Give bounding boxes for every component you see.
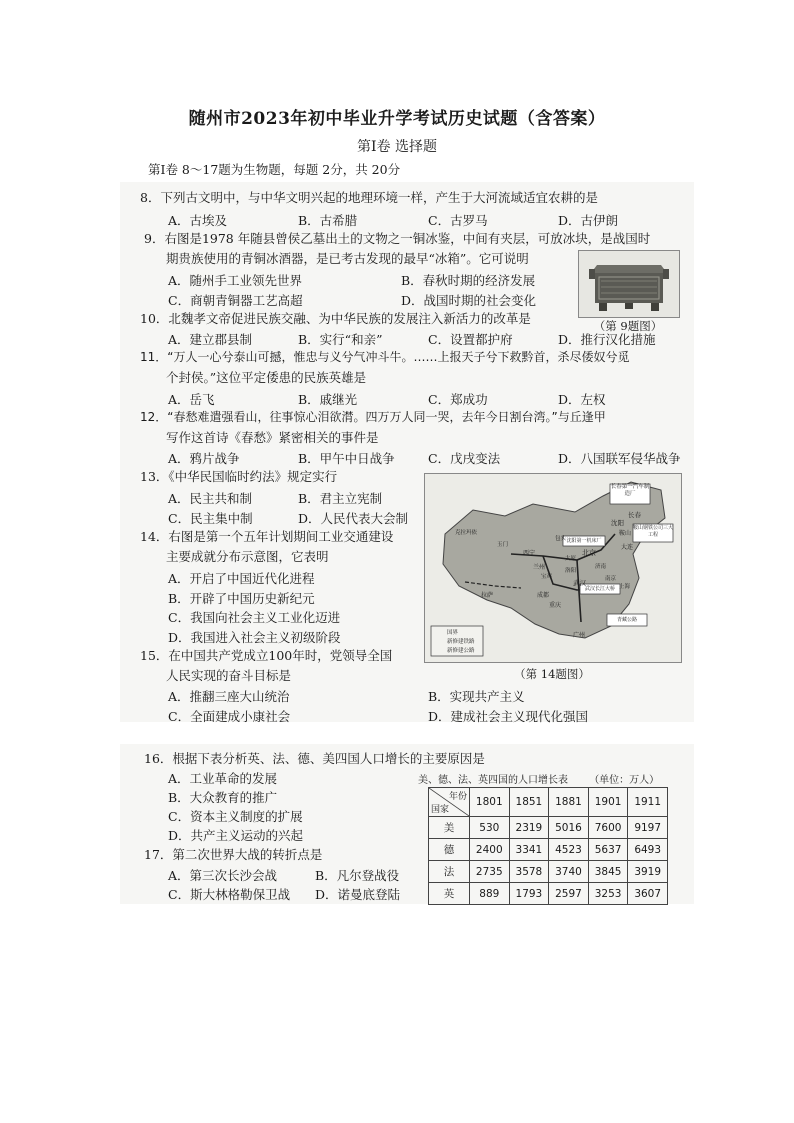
- question-11-stem-line1: 11．“万人一心兮泰山可撼，惟忠与义兮气冲斗牛。……上报天子兮下救黔首，杀尽倭奴兮觅: [140, 350, 630, 364]
- map-city-shenyang: 沈阳: [611, 519, 624, 527]
- table-corner-country: 国家: [431, 805, 450, 815]
- table-cell: 4523: [549, 839, 589, 861]
- table-cell: 2400: [470, 839, 510, 861]
- question-9-option-c: C．商朝青铜器工艺高超: [168, 293, 303, 308]
- question-10-option-a: A．建立郡县制: [168, 332, 253, 347]
- question-11-option-d: D．左权: [558, 392, 606, 407]
- question-17-stem: 17．第二次世界大战的转折点是: [144, 847, 323, 862]
- question-15-option-b: B．实现共产主义: [428, 689, 525, 704]
- question-17-option-a: A．第三次长沙会战: [168, 868, 278, 883]
- table-header-year: 1881: [549, 788, 589, 817]
- table-cell: 2597: [549, 883, 589, 905]
- table-cell: 3253: [588, 883, 628, 905]
- question-15-option-d: D．建成社会主义现代化强国: [428, 709, 589, 724]
- map-city-karamay: 克拉玛依: [455, 530, 478, 536]
- table-cell: 3578: [509, 861, 549, 883]
- page-title: 随州市2023年初中毕业升学考试历史试题（含答案）: [188, 109, 606, 129]
- question-14-option-b: B．开辟了中国历史新纪元: [168, 591, 315, 606]
- table-cell: 3341: [509, 839, 549, 861]
- table-cell: 889: [470, 883, 510, 905]
- table-cell: 3919: [628, 861, 668, 883]
- question-15-stem-line2: 人民实现的奋斗目标是: [166, 668, 292, 683]
- question-16-option-a: A．工业革命的发展: [168, 771, 278, 786]
- table-cell: 2735: [470, 861, 510, 883]
- question-8-option-c: C．古罗马: [428, 213, 488, 228]
- question-11-stem-line2: 个封侯。”这位平定倭患的民族英雄是: [166, 370, 367, 385]
- map-legend-border: 国界: [447, 630, 459, 636]
- map-legend-highway: 新修建公路: [447, 648, 475, 654]
- first-five-year-plan-map: [424, 473, 682, 663]
- section-note: 第Ⅰ卷 8～17题为生物题，每题 2分，共 20分: [148, 162, 401, 177]
- map-callout-qinghai-tibet-road: 青藏公路: [616, 617, 637, 623]
- question-15-stem-line1: 15．在中国共产党成立100年时，党领导全国: [140, 648, 393, 663]
- question-14-option-d: D．我国进入社会主义初级阶段: [168, 630, 341, 645]
- map-city-lanzhou: 兰州: [533, 564, 546, 571]
- question-9-option-b: B．春秋时期的经济发展: [401, 273, 536, 288]
- question-9-stem-line1: 9．右图是1978 年随县曾侯乙墓出土的文物之一铜冰鉴，中间有夹层，可放冰块，是战国时: [144, 231, 651, 246]
- map-city-xining: 西宁: [523, 550, 536, 557]
- figure-9-caption: （第 9题图）: [593, 319, 663, 333]
- map-city-yumen: 玉门: [497, 542, 509, 548]
- bronze-vessel-icon: [579, 251, 679, 317]
- table-country-cell: 英: [429, 883, 470, 905]
- table-cell: 6493: [628, 839, 668, 861]
- table-cell: 3845: [588, 861, 628, 883]
- question-10-option-d: D．推行汉化措施: [558, 332, 656, 347]
- question-17-option-d: D．诺曼底登陆: [315, 887, 401, 902]
- question-16-stem: 16．根据下表分析英、法、德、美四国人口增长的主要原因是: [144, 751, 485, 766]
- table-title-text: 美、德、法、英四国的人口增长表: [418, 775, 568, 786]
- question-11-option-c: C．郑成功: [428, 392, 488, 407]
- question-8-option-b: B．古希腊: [298, 213, 358, 228]
- table-country-cell: 法: [429, 861, 470, 883]
- bronze-ice-vessel-image: [578, 250, 680, 318]
- figure-14-caption: （第 14题图）: [514, 667, 590, 681]
- question-9-option-a: A．随州手工业领先世界: [168, 273, 303, 288]
- question-14-stem-line1: 14．右图是第一个五年计划期间工业交通建设: [140, 529, 394, 544]
- question-13-option-a: A．民主共和制: [168, 491, 253, 506]
- question-12-stem-line2: 写作这首诗《春愁》紧密相关的事件是: [166, 430, 379, 445]
- table-header-year: 1911: [628, 788, 668, 817]
- table-row: [429, 861, 668, 883]
- table-cell: 3607: [628, 883, 668, 905]
- question-13-option-b: B．君主立宪制: [298, 491, 383, 506]
- table-title: [418, 771, 659, 786]
- question-14-option-c: C．我国向社会主义工业化迈进: [168, 610, 341, 625]
- map-city-nanjing: 南京: [605, 576, 617, 582]
- map-city-taiyuan: 太原: [565, 556, 577, 562]
- map-city-shanghai: 上海: [619, 584, 631, 590]
- map-city-anshan: 鞍山: [619, 530, 632, 537]
- question-9-stem-line2: 期贵族使用的青铜冰酒器，是已考古发现的最早“冰箱”。它可说明: [166, 251, 529, 266]
- question-17-option-b: B．凡尔登战役: [315, 868, 400, 883]
- table-header-year: 1851: [509, 788, 549, 817]
- china-map-icon: [425, 474, 681, 662]
- map-city-changchun: 长春: [628, 511, 641, 519]
- question-10-stem: 10．北魏孝文帝促进民族交融、为中华民族的发展注入新活力的改革是: [140, 311, 531, 326]
- table-unit: （单位：万人）: [589, 775, 660, 786]
- map-city-chengdu: 成都: [537, 592, 550, 599]
- table-country-cell: 美: [429, 817, 470, 839]
- map-callout-changchun-auto: 长春第一汽车制造厂: [610, 484, 650, 497]
- table-cell: 3740: [549, 861, 589, 883]
- map-city-luoyang: 洛阳: [565, 568, 577, 574]
- question-14-option-a: A．开启了中国近代化进程: [168, 571, 315, 586]
- question-8-stem: 8．下列古文明中，与中华文明兴起的地理环境一样，产生于大河流域适宜农耕的是: [140, 190, 598, 205]
- map-city-guangzhou: 广州: [573, 632, 586, 639]
- question-16-option-c: C．资本主义制度的扩展: [168, 809, 303, 824]
- map-city-wuhan: 武汉: [573, 579, 586, 587]
- question-11-option-b: B．戚继光: [298, 392, 358, 407]
- question-9-option-d: D．战国时期的社会变化: [401, 293, 537, 308]
- table-corner-year: 年份: [448, 792, 467, 802]
- question-8-option-d: D．古伊朗: [558, 213, 619, 228]
- map-city-jinan: 济南: [595, 564, 607, 570]
- question-11-option-a: A．岳飞: [168, 392, 215, 407]
- map-legend-railway: 新修建铁路: [447, 639, 475, 645]
- question-17-option-c: C．斯大林格勒保卫战: [168, 887, 291, 902]
- map-city-lhasa: 拉萨: [481, 592, 494, 599]
- table-cell: 1793: [509, 883, 549, 905]
- table-header-year: 1801: [470, 788, 510, 817]
- map-city-dalian: 大连: [621, 544, 634, 551]
- question-10-option-b: B．实行“和亲”: [298, 332, 383, 347]
- table-row: [429, 839, 668, 861]
- question-15-option-c: C．全面建成小康社会: [168, 709, 291, 724]
- question-10-option-c: C．设置都护府: [428, 332, 513, 347]
- map-callout-shenyang-machine: 沈阳第一机床厂: [566, 538, 602, 544]
- population-table: [428, 787, 668, 905]
- question-16-option-d: D．共产主义运动的兴起: [168, 828, 304, 843]
- map-city-baoji: 宝鸡: [541, 574, 553, 580]
- map-callout-anshan-steel: 鞍山钢铁公司三大工程: [633, 525, 674, 538]
- table-cell: 5016: [549, 817, 589, 839]
- map-city-chongqing: 重庆: [549, 602, 562, 609]
- table-cell: 7600: [588, 817, 628, 839]
- table-corner-cell: [429, 788, 470, 817]
- section-title: 第Ⅰ卷 选择题: [357, 139, 437, 155]
- table-header-row: [429, 788, 668, 817]
- question-8-option-a: A．古埃及: [168, 213, 228, 228]
- question-15-option-a: A．推翻三座大山统治: [168, 689, 290, 704]
- map-callout-wuhan-bridge: 武汉长江大桥: [584, 586, 615, 592]
- question-13-stem: 13．《中华民国临时约法》规定实行: [140, 469, 338, 484]
- question-12-option-c: C．戊戌变法: [428, 451, 501, 466]
- table-cell: 2319: [509, 817, 549, 839]
- table-cell: 530: [470, 817, 510, 839]
- question-16-option-b: B．大众教育的推广: [168, 790, 278, 805]
- question-13-option-c: C．民主集中制: [168, 511, 253, 526]
- question-13-option-d: D．人民代表大会制: [298, 511, 409, 526]
- table-cell: 9197: [628, 817, 668, 839]
- map-city-beijing: 北京: [582, 549, 596, 557]
- question-12-option-b: B．甲午中日战争: [298, 451, 395, 466]
- question-14-stem-line2: 主要成就分布示意图，它表明: [166, 549, 329, 564]
- table-country-cell: 德: [429, 839, 470, 861]
- table-cell: 5637: [588, 839, 628, 861]
- table-header-year: 1901: [588, 788, 628, 817]
- table-row: [429, 817, 668, 839]
- question-12-option-a: A．鸦片战争: [168, 451, 240, 466]
- map-city-baotou: 包头: [555, 536, 567, 542]
- question-12-option-d: D．八国联军侵华战争: [558, 451, 681, 466]
- question-12-stem-line1: 12．“春愁难遣强看山，往事惊心泪欲潸。四万万人同一哭，去年今日割台湾。”与丘逢甲: [140, 410, 606, 424]
- table-row: [429, 883, 668, 905]
